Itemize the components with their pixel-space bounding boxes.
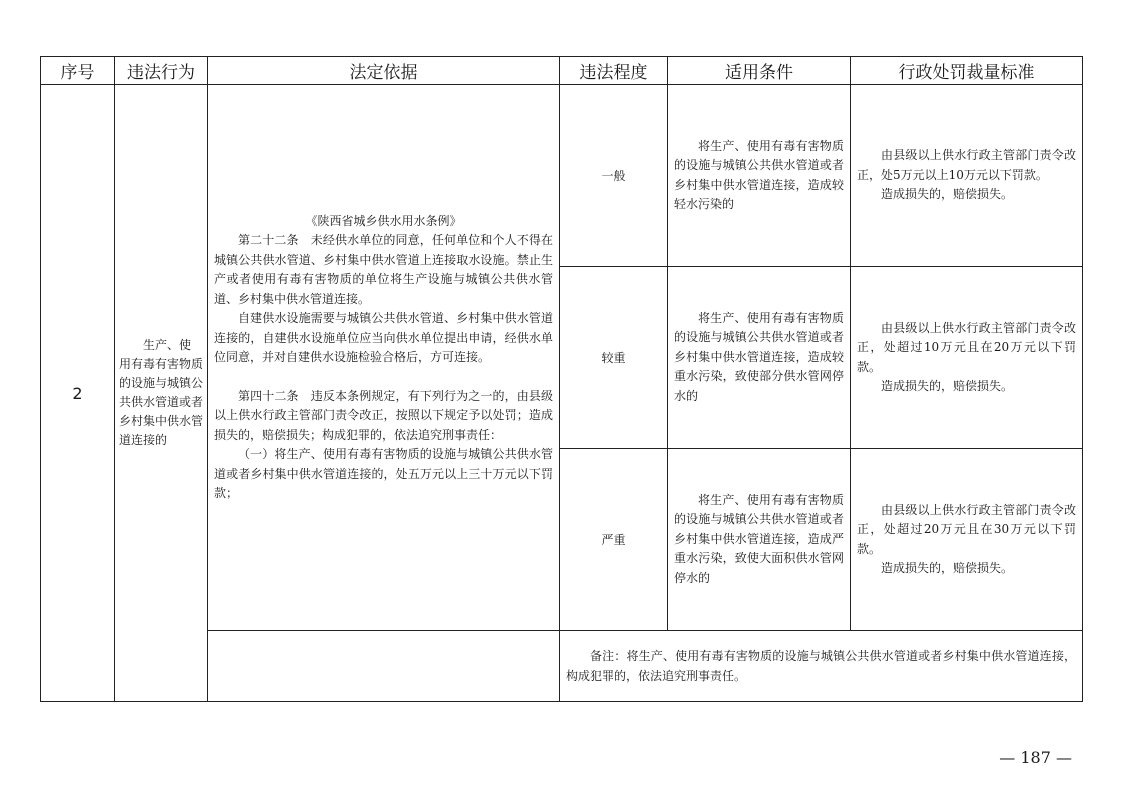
basis-article-42-item1: （一）将生产、使用有毒有害物质的设施与城镇公共供水管道或者乡村集中供水管道连接的，处五万元以上三十万元以下罚款； bbox=[214, 447, 553, 500]
standard-general-compensation: 造成损失的，赔偿损失。 bbox=[881, 187, 1014, 202]
condition-general bbox=[668, 85, 851, 267]
standard-serious bbox=[851, 267, 1083, 449]
condition-severe-text: 将生产、使用有毒有害物质的设施与城镇公共供水管道或者乡村集中供水管道连接，造成严重水污染，致使大面积供水管网停水的 bbox=[674, 492, 844, 585]
basis-title: 《陕西省城乡供水用水条例》 bbox=[305, 213, 462, 228]
basis-article-42: 第四十二条 违反本条例规定，有下列行为之一的，由县级以上供水行政主管部门责令改正，按照以下规定予以处罚；造成损失的，赔偿损失；构成犯罪的，依法追究刑事责任： bbox=[214, 388, 553, 442]
row-seq: 2 bbox=[41, 85, 115, 702]
page-number: — 187 — bbox=[999, 748, 1072, 767]
remark-cell bbox=[560, 631, 1083, 702]
basis-article-22-p2: 自建供水设施需要与城镇公共供水管道、乡村集中供水管道连接的，自建供水设施单位应当向供水单位提出申请，经供水单位同意，并对自建供水设施检验合格后，方可连接。 bbox=[214, 311, 553, 364]
legal-basis-cell bbox=[208, 85, 560, 631]
violation-cell bbox=[115, 85, 208, 702]
header-degree: 违法程度 bbox=[560, 57, 668, 85]
condition-serious bbox=[668, 267, 851, 449]
degree-serious: 较重 bbox=[560, 267, 668, 449]
header-standard: 行政处罚裁量标准 bbox=[851, 57, 1083, 85]
degree-general: 一般 bbox=[560, 85, 668, 267]
standard-severe-compensation: 造成损失的，赔偿损失。 bbox=[881, 561, 1014, 575]
condition-general-text: 将生产、使用有毒有害物质的设施与城镇公共供水管道或者乡村集中供水管道连接，造成较轻水污染的 bbox=[674, 138, 844, 211]
header-conditions: 适用条件 bbox=[668, 57, 851, 85]
header-row bbox=[41, 57, 1083, 85]
remark-text: 备注：将生产、使用有毒有害物质的设施与城镇公共供水管道或者乡村集中供水管道连接，构成犯罪的，依法追究刑事责任。 bbox=[566, 649, 1076, 683]
standard-serious-text: 由县级以上供水行政主管部门责令改正，处超过10万元且在20万元以下罚款。 bbox=[857, 320, 1076, 374]
table-row bbox=[41, 85, 1083, 267]
header-basis: 法定依据 bbox=[208, 57, 560, 85]
standard-general bbox=[851, 85, 1083, 267]
basis-cell-tail bbox=[208, 631, 560, 702]
standard-severe-text: 由县级以上供水行政主管部门责令改正，处超过20万元且在30万元以下罚款。 bbox=[857, 502, 1076, 556]
degree-severe: 严重 bbox=[560, 449, 668, 631]
basis-article-22: 第二十二条 未经供水单位的同意，任何单位和个人不得在城镇公共供水管道、乡村集中供水管道上连接取水设施。禁止生产或者使用有毒有害物质的单位将生产设施与城镇公共供水管道、乡村集中供水管道连接。 bbox=[214, 233, 553, 306]
header-seq: 序号 bbox=[41, 57, 115, 85]
header-violation: 违法行为 bbox=[115, 57, 208, 85]
standard-general-text: 由县级以上供水行政主管部门责令改正，处5万元以上10万元以下罚款。 bbox=[857, 148, 1076, 182]
violation-lead: 生产、使 bbox=[143, 338, 192, 352]
condition-severe bbox=[668, 449, 851, 631]
standard-serious-compensation: 造成损失的，赔偿损失。 bbox=[881, 379, 1014, 393]
violation-text: 用有毒有害物质的设施与城镇公共供水管道或者乡村集中供水管道连接的 bbox=[119, 357, 204, 447]
penalty-table bbox=[40, 56, 1083, 702]
standard-severe bbox=[851, 449, 1083, 631]
condition-serious-text: 将生产、使用有毒有害物质的设施与城镇公共供水管道或者乡村集中供水管道连接，造成较重水污染，致使部分供水管网停水的 bbox=[674, 310, 844, 403]
